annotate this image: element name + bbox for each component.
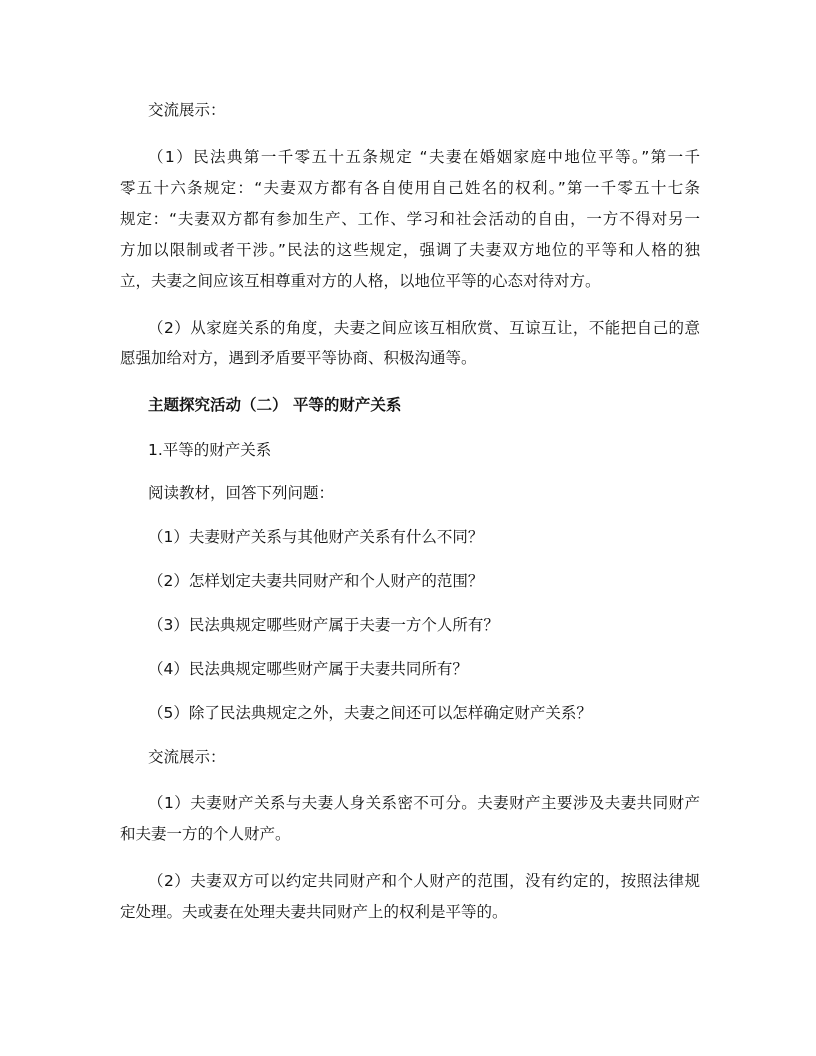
answer-line: （1）夫妻财产关系与夫妻人身关系密不可分。夫妻财产主要涉及夫妻共同财产 — [148, 794, 700, 812]
paragraph-line: （1）民法典第一千零五十五条规定 “夫妻在婚姻家庭中地位平等。”第一千 — [148, 148, 700, 166]
paragraph-line: 愿强加给对方，遇到矛盾要平等协商、积极沟通等。 — [120, 349, 477, 367]
question-5: （5）除了民法典规定之外，夫妻之间还可以怎样确定财产关系？ — [148, 704, 592, 722]
subsection-title: 1.平等的财产关系 — [148, 441, 272, 459]
section-heading: 主题探究活动（二） 平等的财产关系 — [148, 396, 402, 414]
answer-line: 定处理。夫或妻在处理夫妻共同财产上的权利是平等的。 — [120, 903, 508, 921]
document-page — [120, 0, 700, 1056]
question-3: （3）民法典规定哪些财产属于夫妻一方个人所有？ — [148, 616, 499, 634]
answer-line: 和夫妻一方的个人财产。 — [120, 825, 291, 843]
paragraph-line: （2）从家庭关系的角度，夫妻之间应该互相欣赏、互谅互让，不能把自己的意 — [148, 319, 700, 337]
paragraph-line: 规定：“夫妻双方都有参加生产、工作、学习和社会活动的自由，一方不得对另一 — [120, 210, 700, 228]
instruction-text: 阅读教材，回答下列问题： — [148, 484, 335, 502]
exchange-label-2: 交流展示： — [148, 748, 226, 766]
question-4: （4）民法典规定哪些财产属于夫妻共同所有？ — [148, 660, 468, 678]
answer-line: （2）夫妻双方可以约定共同财产和个人财产的范围，没有约定的，按照法律规 — [148, 872, 700, 890]
paragraph-line: 立，夫妻之间应该互相尊重对方的人格，以地位平等的心态对待对方。 — [120, 272, 601, 290]
paragraph-line: 零五十六条规定：“夫妻双方都有各自使用自己姓名的权利。”第一千零五十七条 — [120, 179, 700, 197]
question-2: （2）怎样划定夫妻共同财产和个人财产的范围？ — [148, 572, 484, 590]
exchange-label-1: 交流展示： — [148, 101, 226, 119]
question-1: （1）夫妻财产关系与其他财产关系有什么不同？ — [148, 528, 484, 546]
paragraph-line: 方加以限制或者干涉。”民法的这些规定，强调了夫妻双方地位的平等和人格的独 — [120, 241, 700, 259]
